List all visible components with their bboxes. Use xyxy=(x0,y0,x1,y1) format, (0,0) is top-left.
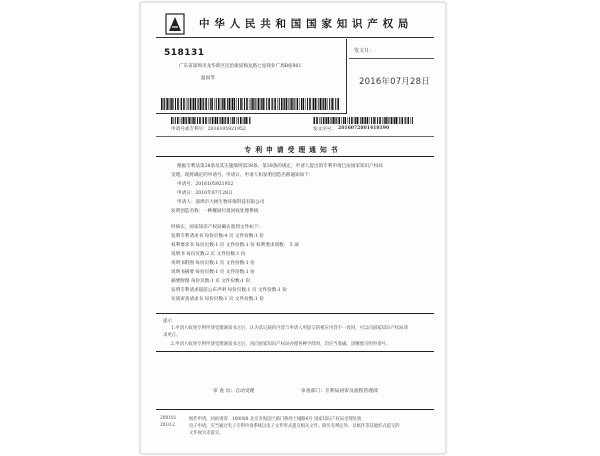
barcode-bar xyxy=(399,117,400,124)
barcode-bar xyxy=(193,98,194,110)
barcode-bar xyxy=(354,117,355,124)
barcode-bar xyxy=(323,98,324,110)
barcode-bar xyxy=(171,117,173,124)
barcode-bar xyxy=(198,98,199,110)
barcode-bar xyxy=(203,117,204,124)
barcode-bar xyxy=(175,98,176,110)
barcode-bar xyxy=(266,98,267,110)
serial-label: 发文序号： xyxy=(313,127,336,132)
barcode-bar xyxy=(325,98,327,110)
barcode-bar xyxy=(412,117,413,124)
barcode-bar xyxy=(202,117,203,124)
barcode-bar xyxy=(357,117,359,124)
address-line: 广东省深圳市龙华新区民治街道梅龙路七星商业广场B座801 xyxy=(179,64,302,69)
barcode-bar xyxy=(373,117,375,124)
barcode-bar xyxy=(303,98,305,110)
document-item: 说明书 每份页数:2 页 文件份数:1 份 xyxy=(171,252,246,257)
barcode-bar xyxy=(192,117,193,124)
document-item: 权利要求书 每份页数:1 页 文件份数:1 份 权利要求项数： 5 项 xyxy=(171,243,299,248)
barcode-bar xyxy=(394,117,395,124)
date-rule xyxy=(349,58,434,59)
intro-line: 受理。现将确定的申请号、申请日、申请人和发明创造名称通知如下： xyxy=(171,173,314,178)
barcode-bar xyxy=(379,117,381,124)
barcode-bar xyxy=(215,117,216,124)
barcode-bar xyxy=(351,117,353,124)
barcode-bar xyxy=(341,117,342,124)
barcode-bar xyxy=(232,98,233,110)
barcode-bar xyxy=(255,98,256,110)
notice-title: 专利申请受理通知书 xyxy=(244,146,342,154)
serial-number: 2016072801418190 xyxy=(338,126,390,131)
barcode-bar xyxy=(232,117,233,124)
barcode-bar xyxy=(225,117,226,124)
barcode-bar xyxy=(286,98,288,110)
barcode-bar xyxy=(246,98,248,110)
barcode-bar xyxy=(226,98,227,110)
barcode-bar xyxy=(328,117,330,124)
barcode-bar xyxy=(355,117,356,124)
barcode-bar xyxy=(164,98,165,110)
barcode-bar xyxy=(214,98,215,110)
barcode-bar xyxy=(221,98,222,110)
barcode-bar xyxy=(205,98,207,110)
barcode-bar xyxy=(230,117,231,124)
barcode-bar xyxy=(240,117,242,124)
barcode-bar xyxy=(293,98,294,110)
barcode-bar xyxy=(191,117,192,124)
barcode-bar xyxy=(173,98,174,110)
barcode-bar xyxy=(312,98,313,110)
barcode-bar xyxy=(345,117,347,124)
barcode-bar xyxy=(249,117,250,124)
barcode-bar xyxy=(195,98,197,110)
form-code: 200101 xyxy=(160,416,177,421)
barcode-bar xyxy=(180,98,181,110)
document-item: 发明专利请求提前公布声明 每份页数:1 页 文件份数:1 份 xyxy=(171,288,287,293)
barcode-bar xyxy=(240,98,242,110)
notes-rule xyxy=(156,313,434,314)
barcode-bar xyxy=(216,98,217,110)
barcode-bar xyxy=(330,117,331,124)
barcode-bar xyxy=(205,117,207,124)
barcode-bar xyxy=(335,98,336,110)
footer-text: 电子申请，应当通过电子专利申请系统以电子文件形式提交相关文件。除另有规定外，以纸件等其他形式提交的 xyxy=(189,424,400,429)
recipient-name: 温国琴 xyxy=(201,76,215,81)
barcode-bar xyxy=(185,117,186,124)
barcode-bar xyxy=(173,117,174,124)
barcode-bar xyxy=(343,117,344,124)
barcode-bar xyxy=(371,117,372,124)
barcode-bar xyxy=(214,117,215,124)
barcode-bar xyxy=(301,98,302,110)
barcode-bar xyxy=(222,98,223,110)
barcode-bar xyxy=(212,117,214,124)
barcode-bar xyxy=(192,98,193,110)
barcode-bar xyxy=(328,98,329,110)
barcode-bar xyxy=(329,98,330,110)
barcode-bar xyxy=(335,117,336,124)
invention-name-line: 发明创造名称：一种餐厨垃圾回收处理系统 xyxy=(171,209,259,214)
barcode-bar xyxy=(249,98,250,110)
barcode-bar xyxy=(387,117,388,124)
barcode-bar xyxy=(231,98,232,110)
barcode-bar xyxy=(244,98,245,110)
barcode-bar xyxy=(332,117,333,124)
barcode-bar xyxy=(202,98,203,110)
barcode-bar xyxy=(377,117,378,124)
barcode-bar xyxy=(254,98,255,110)
barcode-bar xyxy=(229,98,231,110)
barcode-bar xyxy=(367,117,369,124)
barcode-bar xyxy=(210,117,211,124)
barcode-bar xyxy=(177,98,179,110)
barcode-bar xyxy=(188,98,189,110)
barcode-bar xyxy=(180,117,181,124)
barcode-bar xyxy=(260,98,261,110)
barcode-bar xyxy=(199,117,201,124)
barcode-bar xyxy=(337,98,339,110)
document-item: 摘要附图 每份页数:1 页 文件份数:1 份 xyxy=(171,279,251,284)
barcode-bar xyxy=(223,98,225,110)
barcode-bar xyxy=(262,98,264,110)
barcode-bar xyxy=(359,117,360,124)
barcode-bar xyxy=(258,98,260,110)
barcode-bar xyxy=(318,98,319,110)
barcode-bar xyxy=(291,98,293,110)
barcode-bar xyxy=(393,117,394,124)
barcode-bar xyxy=(186,98,187,110)
barcode-bar xyxy=(294,98,295,110)
barcode-bar xyxy=(283,98,284,110)
barcode-bar xyxy=(245,117,247,124)
barcode-bar xyxy=(208,98,209,110)
barcode-bar xyxy=(362,117,364,124)
barcode-bar xyxy=(211,98,213,110)
barcode-bar xyxy=(227,117,229,124)
applicant-line: 申请人：深圳市大树生物环保科技有限公司 xyxy=(177,200,265,205)
barcode-bar xyxy=(265,98,266,110)
document-item: 发明专利请求书 每份页数:4 页 文件份数:1 份 xyxy=(171,234,264,239)
application-barcode xyxy=(171,117,251,124)
barcode-bar xyxy=(181,117,182,124)
barcode-bar xyxy=(188,117,190,124)
barcode-bar xyxy=(170,98,171,110)
note-item: 2.申请人收到专利申请受理通知书之后，再向国家知识产权局办理各种手续时，均应当准确、清晰地写明申请号。 xyxy=(171,342,391,347)
barcode-bar xyxy=(369,117,370,124)
barcode-bar xyxy=(339,117,341,124)
barcode-bar xyxy=(375,117,376,124)
barcode-bar xyxy=(274,98,276,110)
barcode-bar xyxy=(297,98,299,110)
barcode-bar xyxy=(309,98,311,110)
barcode-bar xyxy=(236,117,237,124)
barcode-bar xyxy=(203,98,204,110)
barcode-bar xyxy=(289,98,290,110)
note-item: 1.申请人收到专利申请受理通知书之后，认为其记载的内容与申请人所提交的相应内容不一致时，可以向国家知识产权局请 xyxy=(171,326,408,331)
barcode-bar xyxy=(183,98,185,110)
barcode-bar xyxy=(261,98,262,110)
barcode-bar xyxy=(193,117,195,124)
barcode-bar xyxy=(360,117,361,124)
barcode-bar xyxy=(175,117,176,124)
barcode-bar xyxy=(404,117,405,124)
barcode-bar xyxy=(410,117,411,124)
barcode-bar xyxy=(227,98,228,110)
barcode-bar xyxy=(396,117,398,124)
barcode-bar xyxy=(252,98,254,110)
barcode-bar xyxy=(200,98,202,110)
cnipa-logo-icon xyxy=(164,12,186,36)
application-number: 申请号或专利号：2016105921952 xyxy=(171,127,246,132)
barcode-bar xyxy=(322,98,323,110)
application-number-line: 申请号：2016105921952 xyxy=(177,182,234,187)
barcode-bar xyxy=(163,98,164,110)
barcode-bar xyxy=(238,98,239,110)
barcode-bar xyxy=(336,117,337,124)
department-label: 审查部门：专利局初审及流程管理部 xyxy=(301,389,378,394)
barcode-bar xyxy=(389,117,390,124)
barcode-bar xyxy=(268,98,270,110)
barcode-bar xyxy=(218,98,220,110)
barcode-bar xyxy=(305,98,306,110)
barcode-bar xyxy=(242,98,243,110)
barcode-bar xyxy=(385,117,387,124)
barcode-bar xyxy=(323,117,325,124)
barcode-bar xyxy=(391,117,393,124)
barcode-bar xyxy=(299,98,300,110)
barcode-bar xyxy=(284,98,285,110)
barcode-bar xyxy=(197,98,198,110)
barcode-bar xyxy=(181,98,182,110)
barcode-bar xyxy=(197,117,198,124)
barcode-bar xyxy=(190,98,192,110)
barcode-bar xyxy=(195,117,196,124)
postcode: 518131 xyxy=(164,48,205,58)
barcode-bar xyxy=(169,98,170,110)
barcode-bar xyxy=(382,117,383,124)
barcode-bar xyxy=(321,117,322,124)
note-heading: 提示： xyxy=(163,319,177,324)
barcode-bar xyxy=(316,117,318,124)
barcode-bar xyxy=(277,98,278,110)
barcode-bar xyxy=(281,98,283,110)
barcode-bar xyxy=(272,98,273,110)
barcode-bar xyxy=(384,117,385,124)
application-date-line: 申请日：2016年07月28日 xyxy=(177,191,233,196)
barcode-bar xyxy=(314,117,315,124)
barcode-bar xyxy=(183,117,185,124)
footer-text: 纸件申请，回函请寄：100088 北京市海淀区蓟门桥西土城路6号 国家知识产权局受理处收 xyxy=(189,417,362,422)
barcode-bar xyxy=(408,117,410,124)
barcode-bar xyxy=(219,117,220,124)
barcode-bar xyxy=(405,117,406,124)
barcode-bar xyxy=(347,117,348,124)
notes-end-rule xyxy=(156,351,434,352)
barcode-bar xyxy=(236,98,237,110)
barcode-bar xyxy=(317,98,318,110)
barcode-bar xyxy=(279,98,280,110)
barcode-bar xyxy=(319,117,320,124)
office-name: 中华人民共和国国家知识产权局 xyxy=(199,18,414,30)
barcode-bar xyxy=(171,98,173,110)
serial-barcode xyxy=(313,117,413,124)
barcode-bar xyxy=(234,98,236,110)
barcode-bar xyxy=(217,117,219,124)
dispatch-date-label: 发文日： xyxy=(354,48,375,54)
document-page xyxy=(140,2,446,454)
number-rule xyxy=(156,136,434,137)
barcode-bar xyxy=(222,117,224,124)
document-item: 实质审查请求书 每份页数:1 页 文件份数:1 份 xyxy=(171,297,264,302)
barcode-bar xyxy=(315,98,317,110)
barcode-bar xyxy=(334,98,335,110)
examiner-label: 审 查 员：自动受理 xyxy=(213,389,255,394)
barcode-bar xyxy=(349,117,350,124)
barcode-bar xyxy=(313,117,314,124)
barcode-bar xyxy=(333,117,335,124)
barcode-bar xyxy=(307,98,308,110)
barcode-bar xyxy=(271,98,272,110)
barcode-bar xyxy=(248,117,249,124)
barcode-bar xyxy=(313,98,314,110)
barcode-bar xyxy=(220,117,221,124)
barcode-bar xyxy=(210,98,211,110)
footer-rule xyxy=(156,409,434,410)
barcode-bar xyxy=(331,98,333,110)
barcode-bar xyxy=(326,117,327,124)
document-item: 说明书附图 每份页数:1 页 文件份数:1 份 xyxy=(171,261,255,266)
barcode-bar xyxy=(244,117,245,124)
barcode-bar xyxy=(402,117,404,124)
barcode-bar xyxy=(290,98,291,110)
barcode-bar xyxy=(365,117,366,124)
barcode-bar xyxy=(233,117,235,124)
barcode-bar xyxy=(161,98,163,110)
document-item: 说明书摘要 每份页数:1 页 文件份数:1 份 xyxy=(171,270,255,275)
address-barcode xyxy=(161,98,339,110)
barcode-bar xyxy=(224,117,225,124)
intro-line: 根据专利法第28条及其实施细则第38条、第39条的规定，申请人提出的专利申请已由国家知识产权局 xyxy=(177,164,383,169)
header-rule xyxy=(156,37,434,38)
barcode-bar xyxy=(208,117,209,124)
barcode-bar xyxy=(243,117,244,124)
barcode-bar xyxy=(364,117,365,124)
barcode-bar xyxy=(398,117,399,124)
barcode-bar xyxy=(238,117,239,124)
form-version: 2010.2 xyxy=(160,423,176,428)
barcode-bar xyxy=(177,117,179,124)
footer-text: 文件视为未提交。 xyxy=(189,431,224,436)
barcode-bar xyxy=(166,98,168,110)
title-rule xyxy=(156,156,434,157)
dispatch-date-stamp: 2016年07月28日 xyxy=(359,77,430,87)
barcode-bar xyxy=(251,98,252,110)
documents-heading: 经核实，国家知识产权局确认收到文件如下： xyxy=(171,225,263,230)
note-item-continued: 求更正。 xyxy=(163,333,181,338)
barcode-bar xyxy=(325,117,326,124)
barcode-bar xyxy=(186,117,187,124)
barcode-bar xyxy=(320,98,322,110)
